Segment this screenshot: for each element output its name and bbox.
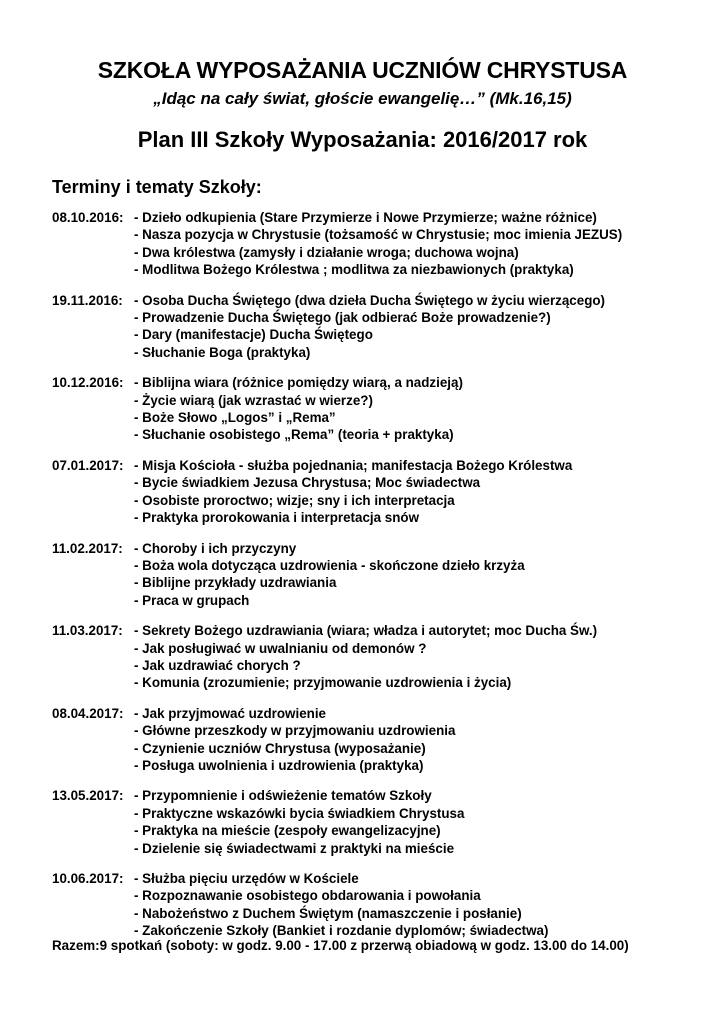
session-topic-list	[134, 705, 712, 775]
session-topic-list	[134, 209, 712, 279]
session-date: 11.03.2017:	[52, 623, 123, 639]
session-topic: - Dary (manifestacje) Ducha Świętego	[134, 327, 373, 343]
session-entry	[52, 870, 712, 940]
session-entry	[52, 292, 712, 362]
session-topic: - Komunia (zrozumienie; przyjmowanie uzdrowienia i życia)	[134, 675, 512, 691]
session-topic-list	[134, 374, 712, 444]
session-date: 07.01.2017:	[52, 457, 124, 473]
session-topic: - Słuchanie osobistego „Rema” (teoria + praktyka)	[134, 427, 454, 443]
session-topic: - Zakończenie Szkoły (Bankiet i rozdanie dyplomów; świadectwa)	[134, 923, 549, 939]
session-topic-list	[134, 457, 712, 527]
session-topic: - Czynienie uczniów Chrystusa (wyposażanie)	[134, 740, 426, 756]
document-title: SZKOŁA WYPOSAŻANIA UCZNIÓW CHRYSTUSA	[97, 57, 628, 83]
session-topic: - Praktyczne wskazówki bycia świadkiem Chrystusa	[134, 805, 465, 821]
session-topic: - Posługa uwolnienia i uzdrowienia (praktyka)	[134, 757, 424, 773]
session-topic: - Jak przyjmować uzdrowienie	[134, 705, 326, 721]
session-topic: - Nasza pozycja w Chrystusie (tożsamość w Chrystusie; moc imienia JEZUS)	[134, 227, 623, 243]
session-entry	[52, 622, 712, 692]
session-topic: - Modlitwa Bożego Królestwa ; modlitwa za niezbawionych (praktyka)	[134, 262, 574, 278]
session-topic: - Praca w grupach	[134, 592, 250, 608]
session-topic: - Osobiste proroctwo; wizje; sny i ich interpretacja	[134, 492, 455, 508]
session-topic: - Choroby i ich przyczyny	[134, 540, 297, 556]
plan-heading: Plan III Szkoły Wyposażania: 2016/2017 rok	[137, 127, 588, 152]
session-entry	[52, 209, 712, 279]
session-topic: - Prowadzenie Ducha Świętego (jak odbierać Boże prowadzenie?)	[134, 310, 551, 326]
session-topic: - Słuchanie Boga (praktyka)	[134, 344, 311, 360]
session-topic: - Główne przeszkody w przyjmowaniu uzdrowienia	[134, 723, 456, 739]
session-topic: - Służba pięciu urzędów w Kościele	[134, 871, 359, 886]
session-topic: - Nabożeństwo z Duchem Świętym (namaszczenie i posłanie)	[134, 905, 522, 921]
session-topic: - Osoba Ducha Świętego (dwa dzieła Ducha Świętego w życiu wierzącego)	[134, 292, 606, 308]
session-topic: - Rozpoznawanie osobistego obdarowania i powołania	[134, 888, 481, 904]
session-date: 08.10.2016:	[52, 210, 124, 225]
session-topic: - Boże Słowo „Logos” i „Rema”	[134, 410, 336, 426]
bible-motto: „Idąc na cały świat, głoście ewangelię…” (Mk.16,15)	[153, 89, 572, 108]
session-topic: - Dwa królestwa (zamysły i działanie wroga; duchowa wojna)	[134, 244, 519, 260]
session-entry	[52, 705, 712, 775]
session-entry	[52, 374, 712, 444]
session-topic-list	[134, 540, 712, 610]
session-entry	[52, 787, 712, 857]
session-topic: - Praktyka prorokowania i interpretacja snów	[134, 510, 420, 526]
session-date: 13.05.2017:	[52, 788, 124, 804]
session-entry	[52, 540, 712, 610]
session-entry	[52, 457, 712, 527]
session-topic-list	[134, 292, 712, 362]
session-topic: - Bycie świadkiem Jezusa Chrystusa; Moc świadectwa	[134, 475, 481, 491]
session-topic-list	[134, 870, 712, 940]
section-heading: Terminy i tematy Szkoły:	[52, 177, 262, 197]
schedule-list	[52, 209, 712, 953]
session-topic: - Przypomnienie i odświeżenie tematów Szkoły	[134, 788, 432, 804]
session-topic: - Sekrety Bożego uzdrawiania (wiara; władza i autorytet; moc Ducha Św.)	[134, 623, 598, 639]
session-topic: - Jak posługiwać w uwalnianiu od demonów ?	[134, 640, 427, 656]
session-topic-list	[134, 622, 712, 692]
session-date: 08.04.2017:	[52, 705, 124, 721]
session-date: 19.11.2016:	[52, 292, 123, 308]
session-date: 10.06.2017:	[52, 871, 124, 886]
session-date: 10.12.2016:	[52, 375, 124, 391]
session-date: 11.02.2017:	[52, 540, 123, 556]
summary-note: Razem:9 spotkań (soboty: w godz. 9.00 - 17.00 z przerwą obiadową w godz. 13.00 do 14.00)	[52, 938, 629, 953]
session-topic: - Dzieło odkupienia (Stare Przymierze i Nowe Przymierze; ważne różnice)	[134, 210, 597, 225]
session-topic: - Biblijne przykłady uzdrawiania	[134, 575, 337, 591]
session-topic: - Dzielenie się świadectwami z praktyki na mieście	[134, 840, 455, 856]
session-topic: - Życie wiarą (jak wzrastać w wierze?)	[134, 392, 373, 408]
session-topic: - Biblijna wiara (różnice pomiędzy wiarą, a nadzieją)	[134, 375, 463, 391]
session-topic-list	[134, 787, 712, 857]
session-topic: - Jak uzdrawiać chorych ?	[134, 657, 301, 673]
session-topic: - Boża wola dotycząca uzdrowienia - skończone dzieło krzyża	[134, 557, 525, 573]
session-topic: - Praktyka na mieście (zespoły ewangelizacyjne)	[134, 823, 441, 839]
session-topic: - Misja Kościoła - służba pojednania; manifestacja Bożego Królestwa	[134, 457, 573, 473]
